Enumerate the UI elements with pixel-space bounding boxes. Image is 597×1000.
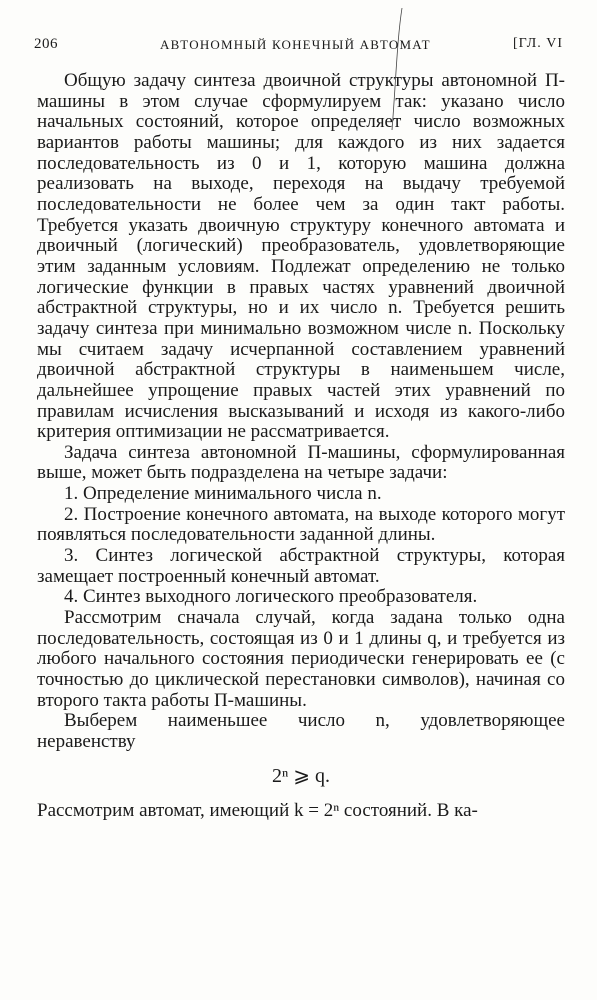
list-item-4: 4. Синтез выходного логического преобразователя. <box>64 586 478 608</box>
running-head <box>34 36 563 58</box>
paragraph-choose-n: Выберем наименьшее число n, удовлетворяющее неравенству <box>37 710 565 752</box>
paragraph-single-sequence: Рассмотрим сначала случай, когда задана только одна последовательность, состоящая из 0 и 1 длины q, и требуется из любого начального состояния периодически генерировать ее (с точностью до циклической перестановки символов), начиная со второго такта работы П-машины. <box>37 607 565 711</box>
body-text <box>37 71 565 822</box>
list-item-1: 1. Определение минимального числа n. <box>64 483 382 505</box>
paragraph-subdivision-intro: Задача синтеза автономной П-машины, сформулированная выше, может быть подразделена на четыре задачи: <box>37 441 565 484</box>
list-item-3: 3. Синтез логической абстрактной структуры, которая замещает построенный конечный автомат. <box>37 545 565 587</box>
list-item-2: 2. Построение конечного автомата, на выходе которого могут появляться последовательности заданной длины. <box>37 503 565 546</box>
paragraph-automaton-states: Рассмотрим автомат, имеющий k = 2ⁿ состояний. В ка- <box>37 800 478 822</box>
paragraph-problem-statement: Общую задачу синтеза двоичной структуры автономной П-машины в этом случае сформулируем так: указано число начальных состояний, которое определяет число возможных вариантов работы машины; для каждого из них задается последовательность из 0 и 1, которую машина должна реализовать на выходе, переходя на выдачу требуемой последовательности не более чем за один такт работы. Требуется указать двоичную структуру конечного автомата и двоичный (логический) преобразователь, удовлетворяющие этим заданным условиям. Подлежат определению не только логические функции в правых частях уравнений двоичной абстрактной структуры, но и их число n. Требуется решить задачу синтеза при минимально возможном числе n. Поскольку мы считаем задачу исчерпанной составлением уравнений двоичной абстрактной структуры в наименьшем числе, дальнейшее упрощение правых частей этих уравнений по правилам исчисления высказываний и исходя из какого-либо критерия оптимизации не рассматривается. <box>37 70 565 443</box>
chapter-reference: [ГЛ. VI <box>513 36 563 51</box>
chapter-title: АВТОНОМНЫЙ КОНЕЧНЫЙ АВТОМАТ <box>160 37 431 52</box>
inequality-formula: 2ⁿ ⩾ q. <box>271 764 331 787</box>
page-number: 206 <box>34 36 58 52</box>
